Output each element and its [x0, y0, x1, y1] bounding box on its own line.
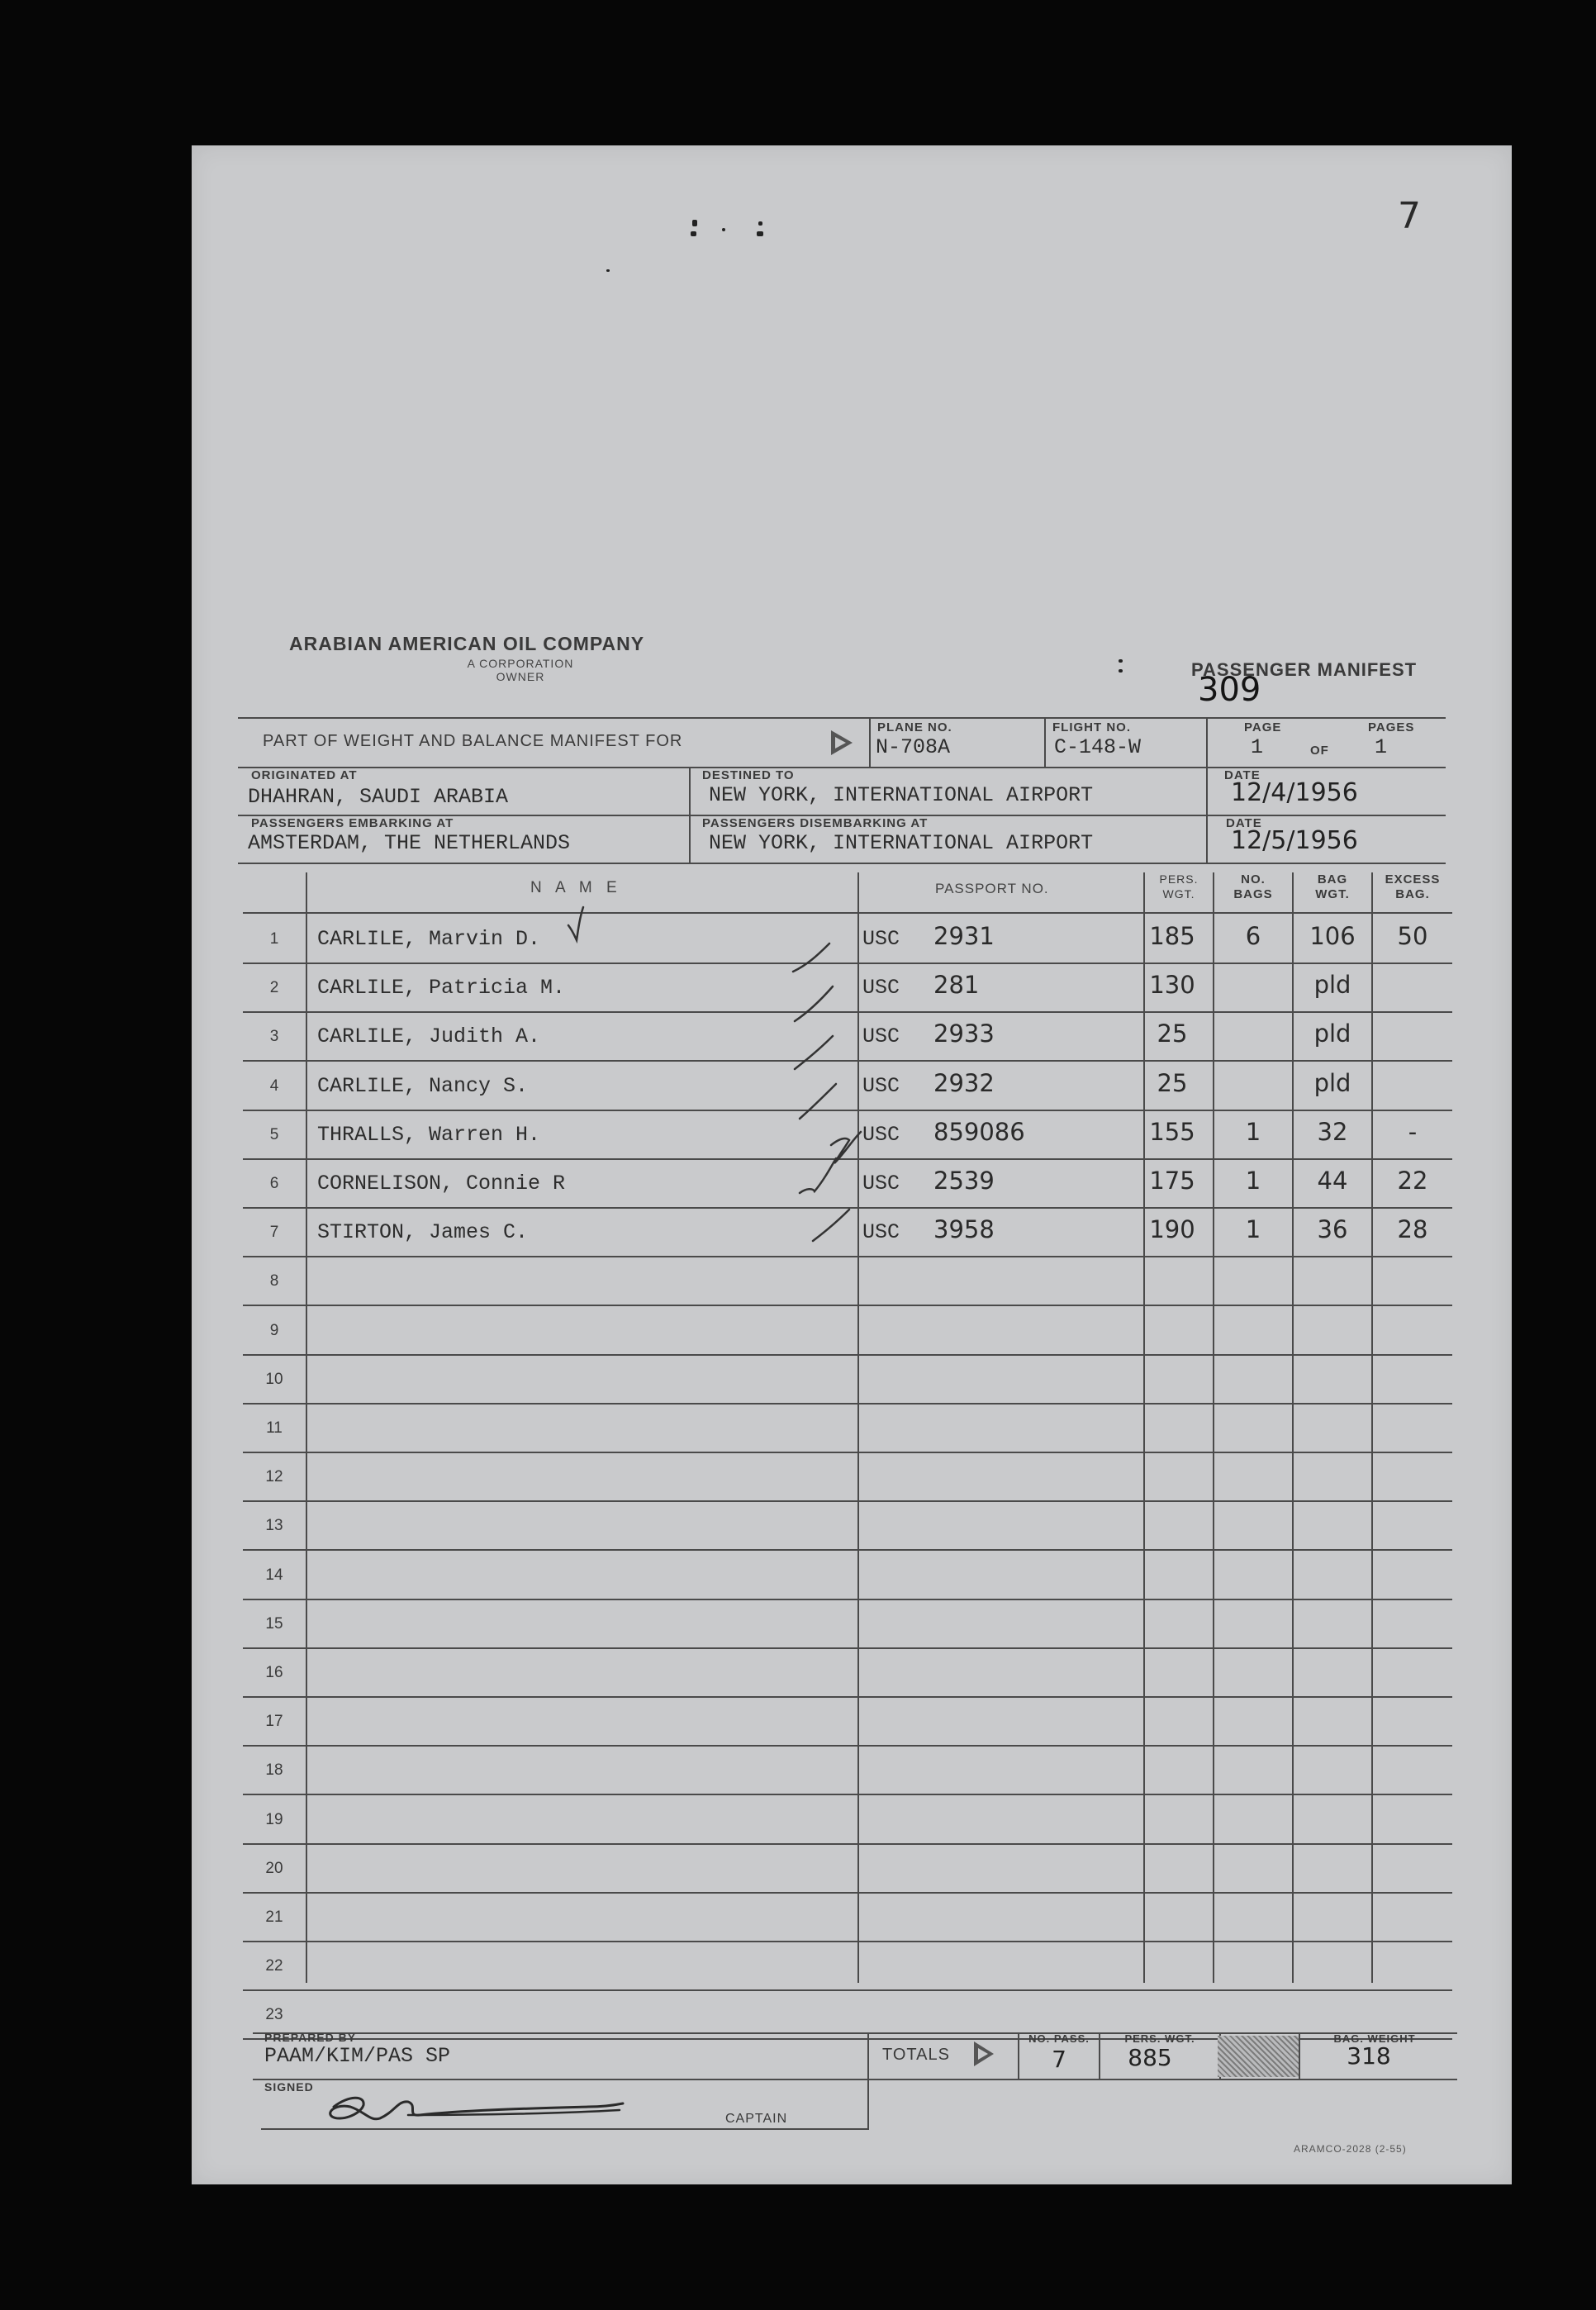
- page-label: PAGE: [1244, 720, 1282, 734]
- originated-value: DHAHRAN, SAUDI ARABIA: [248, 785, 509, 809]
- table-row: [192, 1845, 1512, 1894]
- company-line3: OWNER: [496, 670, 545, 683]
- row-number: 19: [265, 1811, 283, 1828]
- table-row: [192, 1894, 1512, 1942]
- pers-wgt-total: 885: [1128, 2044, 1172, 2071]
- of-label: OF: [1310, 744, 1329, 758]
- date1-label: DATE: [1224, 768, 1261, 782]
- row-number: 21: [265, 1908, 283, 1926]
- prepared-label: PREPARED BY: [264, 2031, 357, 2044]
- page-number: 1: [1251, 735, 1264, 759]
- passport-number: 3958: [933, 1215, 995, 1243]
- passenger-name: CARLILE, Judith A.: [317, 1024, 541, 1048]
- number-of-bags: 1: [1245, 1215, 1261, 1243]
- row-number: 3: [269, 1028, 279, 1045]
- flight-no-label: FLIGHT NO.: [1052, 720, 1131, 734]
- column-header-no-bags-2: BAGS: [1233, 887, 1273, 901]
- row-number: 5: [269, 1126, 279, 1143]
- row-number: 14: [265, 1566, 283, 1584]
- number-of-bags: 1: [1245, 1167, 1261, 1195]
- arrow-right-icon: [971, 2039, 996, 2069]
- corner-page-mark: 7: [1398, 195, 1421, 237]
- excess-bag: 28: [1397, 1215, 1428, 1243]
- form-title: PASSENGER MANIFEST: [1191, 659, 1418, 680]
- checkmark-icon: [568, 907, 583, 940]
- passport-number: 2931: [933, 922, 995, 950]
- passenger-name: CARLILE, Nancy S.: [317, 1074, 529, 1098]
- flight-no: C-148-W: [1054, 735, 1142, 759]
- originated-label: ORIGINATED AT: [251, 768, 358, 782]
- row-number: 8: [269, 1272, 279, 1290]
- row-number: 2: [269, 979, 279, 996]
- passport-prefix: USC: [862, 927, 900, 951]
- pers-wgt-total-label: PERS. WGT.: [1124, 2032, 1195, 2045]
- table-row: [192, 1796, 1512, 1845]
- passport-prefix: USC: [862, 976, 900, 1000]
- no-pass-label: NO. PASS.: [1028, 2032, 1090, 2045]
- passport-number: 2539: [933, 1167, 995, 1195]
- checkmark-icon: [795, 1036, 833, 1069]
- disembarking-label: PASSENGERS DISEMBARKING AT: [702, 816, 929, 830]
- row-number: 12: [265, 1468, 283, 1485]
- column-header-excess-1: EXCESS: [1385, 872, 1441, 886]
- passport-number: 281: [933, 971, 980, 999]
- personal-weight: 25: [1157, 1069, 1188, 1097]
- excess-bag: 50: [1397, 922, 1428, 950]
- table-row: [192, 1747, 1512, 1795]
- bag-weight: pld: [1313, 1020, 1351, 1048]
- checkmark-icon: [793, 943, 829, 972]
- passport-prefix: USC: [862, 1074, 900, 1098]
- table-row: [192, 1552, 1512, 1600]
- personal-weight: 155: [1149, 1118, 1195, 1146]
- personal-weight: 185: [1149, 922, 1195, 950]
- row-number: 18: [265, 1761, 283, 1779]
- bag-weight: 106: [1309, 922, 1356, 950]
- row-number: 9: [269, 1322, 279, 1339]
- captain-signature: [316, 2079, 663, 2137]
- manifest-sheet: [192, 145, 1512, 2184]
- row-number: 11: [266, 1419, 283, 1437]
- passenger-name: STIRTON, James C.: [317, 1220, 529, 1244]
- checkmark-icon: [800, 1084, 836, 1119]
- bag-weight-total: 318: [1347, 2042, 1391, 2070]
- column-header-bag-wgt-1: BAG: [1317, 872, 1348, 886]
- prepared-value: PAAM/KIM/PAS SP: [264, 2044, 451, 2068]
- number-of-bags: 6: [1245, 922, 1261, 950]
- passport-prefix: USC: [862, 1220, 900, 1244]
- row-number: 22: [265, 1957, 283, 1975]
- table-row: [192, 1600, 1512, 1649]
- passenger-name: THRALLS, Warren H.: [317, 1123, 541, 1147]
- passport-prefix: USC: [862, 1172, 900, 1195]
- table-row: [192, 1942, 1512, 1991]
- bag-weight: 32: [1317, 1118, 1348, 1146]
- signed-label: SIGNED: [264, 2080, 314, 2094]
- column-header-no-bags-1: NO.: [1241, 872, 1266, 886]
- date2-label: DATE: [1226, 816, 1262, 830]
- destined-label: DESTINED TO: [702, 768, 795, 782]
- row-number: 4: [269, 1077, 279, 1095]
- personal-weight: 130: [1149, 971, 1195, 999]
- part-of-label: PART OF WEIGHT AND BALANCE MANIFEST FOR: [263, 732, 683, 750]
- bag-weight-label: BAG. WEIGHT: [1333, 2032, 1416, 2045]
- company-line2: A CORPORATION: [467, 657, 574, 670]
- company-name: ARABIAN AMERICAN OIL COMPANY: [289, 633, 645, 654]
- row-number: 17: [265, 1713, 283, 1730]
- column-header-bag-wgt-2: WGT.: [1315, 887, 1350, 901]
- plane-no: N-708A: [876, 735, 951, 759]
- passenger-name: CORNELISON, Connie R: [317, 1172, 566, 1195]
- checkmark-icon: [800, 1158, 836, 1193]
- destined-value: NEW YORK, INTERNATIONAL AIRPORT: [709, 783, 1094, 807]
- date2-value: 12/5/1956: [1231, 826, 1358, 855]
- passport-number: 2932: [933, 1069, 995, 1097]
- captain-label: CAPTAIN: [725, 2112, 788, 2126]
- excess-bag: -: [1408, 1118, 1418, 1146]
- number-of-bags: 1: [1245, 1118, 1261, 1146]
- row-number: 13: [265, 1517, 283, 1534]
- embarking-value: AMSTERDAM, THE NETHERLANDS: [248, 831, 571, 855]
- embarking-label: PASSENGERS EMBARKING AT: [251, 816, 454, 830]
- date1-value: 12/4/1956: [1231, 778, 1358, 807]
- column-header-passport: PASSPORT NO.: [935, 881, 1049, 896]
- row-number: 1: [269, 930, 279, 948]
- row-number: 16: [265, 1664, 283, 1681]
- table-row: [192, 1649, 1512, 1698]
- pages-total: 1: [1375, 735, 1388, 759]
- personal-weight: 190: [1149, 1215, 1195, 1243]
- passenger-name: CARLILE, Patricia M.: [317, 976, 566, 1000]
- bag-weight: pld: [1313, 1069, 1351, 1097]
- excess-bag: 22: [1397, 1167, 1428, 1195]
- totals-label: TOTALS: [882, 2046, 950, 2064]
- shaded-cell: [1218, 2036, 1299, 2077]
- plane-no-label: PLANE NO.: [877, 720, 952, 734]
- form-code: ARAMCO-2028 (2-55): [1294, 2143, 1407, 2155]
- passport-prefix: USC: [862, 1024, 900, 1048]
- passport-prefix: USC: [862, 1123, 900, 1147]
- column-header-name: N A M E: [530, 879, 622, 896]
- passenger-name: CARLILE, Marvin D.: [317, 927, 541, 951]
- row-number: 20: [265, 1860, 283, 1877]
- pages-label: PAGES: [1368, 720, 1415, 734]
- passport-number: 859086: [933, 1118, 1025, 1146]
- table-row: [192, 1502, 1512, 1551]
- row-number: 23: [265, 2006, 283, 2023]
- row-number: 10: [265, 1371, 283, 1388]
- table-row: [192, 1698, 1512, 1747]
- passport-number: 2933: [933, 1020, 995, 1048]
- bag-weight: 36: [1317, 1215, 1348, 1243]
- column-header-excess-2: BAG.: [1395, 887, 1430, 901]
- row-number: 7: [269, 1224, 279, 1241]
- manifest-number: 309: [1198, 671, 1261, 709]
- row-number: 6: [269, 1175, 279, 1192]
- checkmark-icon: [795, 986, 833, 1021]
- personal-weight: 25: [1157, 1020, 1188, 1048]
- personal-weight: 175: [1149, 1167, 1195, 1195]
- column-header-pers-wgt-2: WGT.: [1162, 887, 1195, 901]
- no-pass-value: 7: [1052, 2046, 1066, 2073]
- disembarking-value: NEW YORK, INTERNATIONAL AIRPORT: [709, 831, 1094, 855]
- check-marks: [192, 145, 1512, 1467]
- checkmark-icon: [813, 1210, 849, 1241]
- row-number: 15: [265, 1615, 283, 1633]
- bag-weight: 44: [1317, 1167, 1348, 1195]
- bag-weight: pld: [1313, 971, 1351, 999]
- column-header-pers-wgt-1: PERS.: [1159, 872, 1199, 886]
